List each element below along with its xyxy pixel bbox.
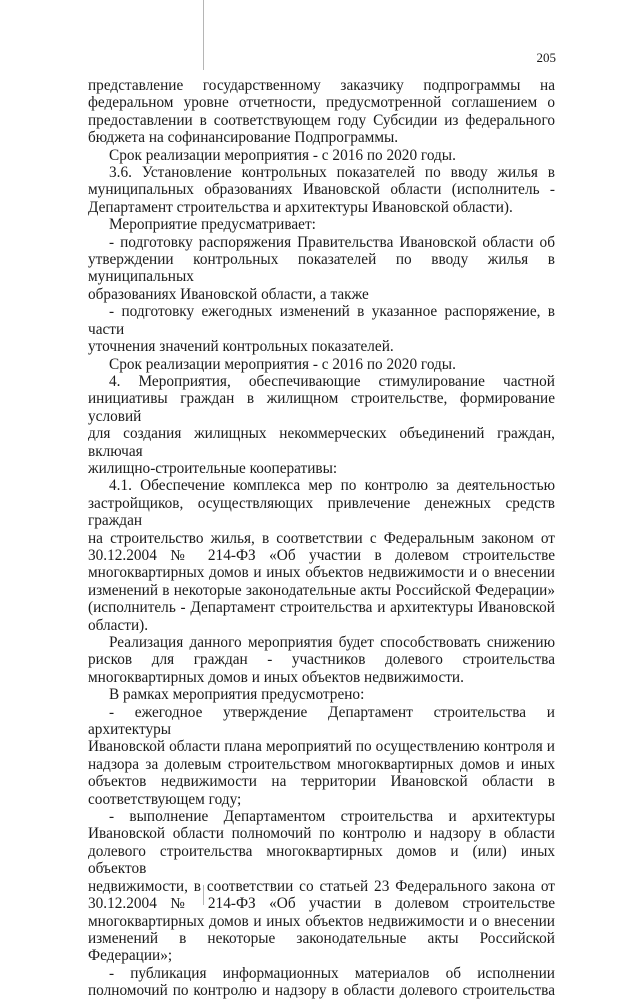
text-line: В рамках мероприятия предусмотрено: (109, 686, 365, 704)
text-line: надзора за долевым строительством многоквартирных домов и иных (88, 755, 555, 773)
text-line: федеральном уровне отчетности, предусмотренной соглашением о (88, 94, 555, 112)
text-line: соответствующем году; (88, 790, 242, 808)
text-line: инициативы граждан в жилищном строительстве, формирование условий (88, 390, 555, 425)
text-line: - публикация информационных материалов об исполнении (109, 964, 555, 982)
text-line: предоставлении в соответствующем году Субсидии из федерального (88, 111, 555, 129)
text-line: Ивановской области плана мероприятий по осуществлению контроля и (88, 738, 555, 756)
text-line: 3.6. Установление контрольных показателей по вводу жилья в (109, 164, 555, 182)
text-line: многоквартирных домов и иных объектов недвижимости. (88, 668, 464, 686)
text-line: для создания жилищных некоммерческих объединений граждан, включая (88, 425, 555, 460)
text-line: бюджета на софинансирование Подпрограммы. (88, 129, 399, 147)
page-number: 205 (536, 50, 556, 65)
text-line: - выполнение Департаментом строительства и архитектуры (109, 808, 555, 826)
text-line: 30.12.2004 № 214-ФЗ «Об участии в долевом строительстве (88, 895, 555, 913)
text-line: Ивановской области полномочий по контролю и надзору в области (88, 825, 555, 843)
text-line: 30.12.2004 № 214-ФЗ «Об участии в долевом строительстве (88, 546, 555, 564)
text-line: муниципальных образованиях Ивановской области (исполнитель - (88, 181, 555, 199)
text-line: объектов недвижимости на территории Ивановской области в (88, 773, 555, 791)
text-line: Срок реализации мероприятия - с 2016 по 2020 годы. (109, 355, 456, 373)
text-line: утверждении контрольных показателей по вводу жилья в муниципальных (88, 251, 555, 286)
text-line: Департамент строительства и архитектуры Ивановской области). (88, 198, 513, 216)
text-line: образованиях Ивановской области, а также (88, 285, 369, 303)
text-line: (исполнитель - Департамент строительства и архитектуры Ивановской (88, 599, 555, 617)
text-line: жилищно-строительные кооперативы: (88, 459, 338, 477)
text-line: Реализация данного мероприятия будет способствовать снижению (109, 634, 555, 651)
text-line: застройщиков, осуществляющих привлечение денежных средств граждан (88, 494, 555, 530)
scan-artifact-line-top (203, 0, 204, 70)
text-line: рисков для граждан - участников долевого строительства (88, 651, 555, 669)
text-line: полномочий по контролю и надзору в области долевого строительства (88, 982, 555, 1000)
text-line: 4.1. Обеспечение комплекса мер по контролю за деятельностью (109, 477, 555, 495)
text-line: недвижимости, в соответствии со статьей 23 Федерального закона от (88, 877, 555, 895)
text-line: Срок реализации мероприятия - с 2016 по 2020 годы. (109, 146, 456, 164)
document-body (88, 77, 555, 1000)
text-line: 4. Мероприятия, обеспечивающие стимулирование частной (109, 372, 555, 390)
text-line: изменений в некоторые законодательные акты Российской Федерации»; (88, 929, 555, 965)
text-line: уточнения значений контрольных показателей. (88, 338, 394, 356)
text-line: многоквартирных домов и иных объектов недвижимости и о внесении (88, 564, 555, 582)
text-line: изменений в некоторые законодательные акты Российской Федерации» (88, 581, 555, 599)
text-line: - подготовку ежегодных изменений в указанное распоряжение, в части (88, 303, 555, 338)
text-line: - подготовку распоряжения Правительства Ивановской области об (109, 233, 555, 251)
text-line: представление государственному заказчику подпрограммы на (88, 77, 555, 94)
text-line: - ежегодное утверждение Департамент строительства и архитектуры (88, 703, 555, 739)
text-line: многоквартирных домов и иных объектов недвижимости и о внесении (88, 912, 555, 930)
text-line: на строительство жилья, в соответствии с Федеральным законом от (88, 529, 555, 547)
text-line: Мероприятие предусматривает: (109, 216, 316, 234)
text-line: долевого строительства многоквартирных домов и (или) иных объектов (88, 842, 555, 878)
text-line: области). (88, 616, 149, 634)
